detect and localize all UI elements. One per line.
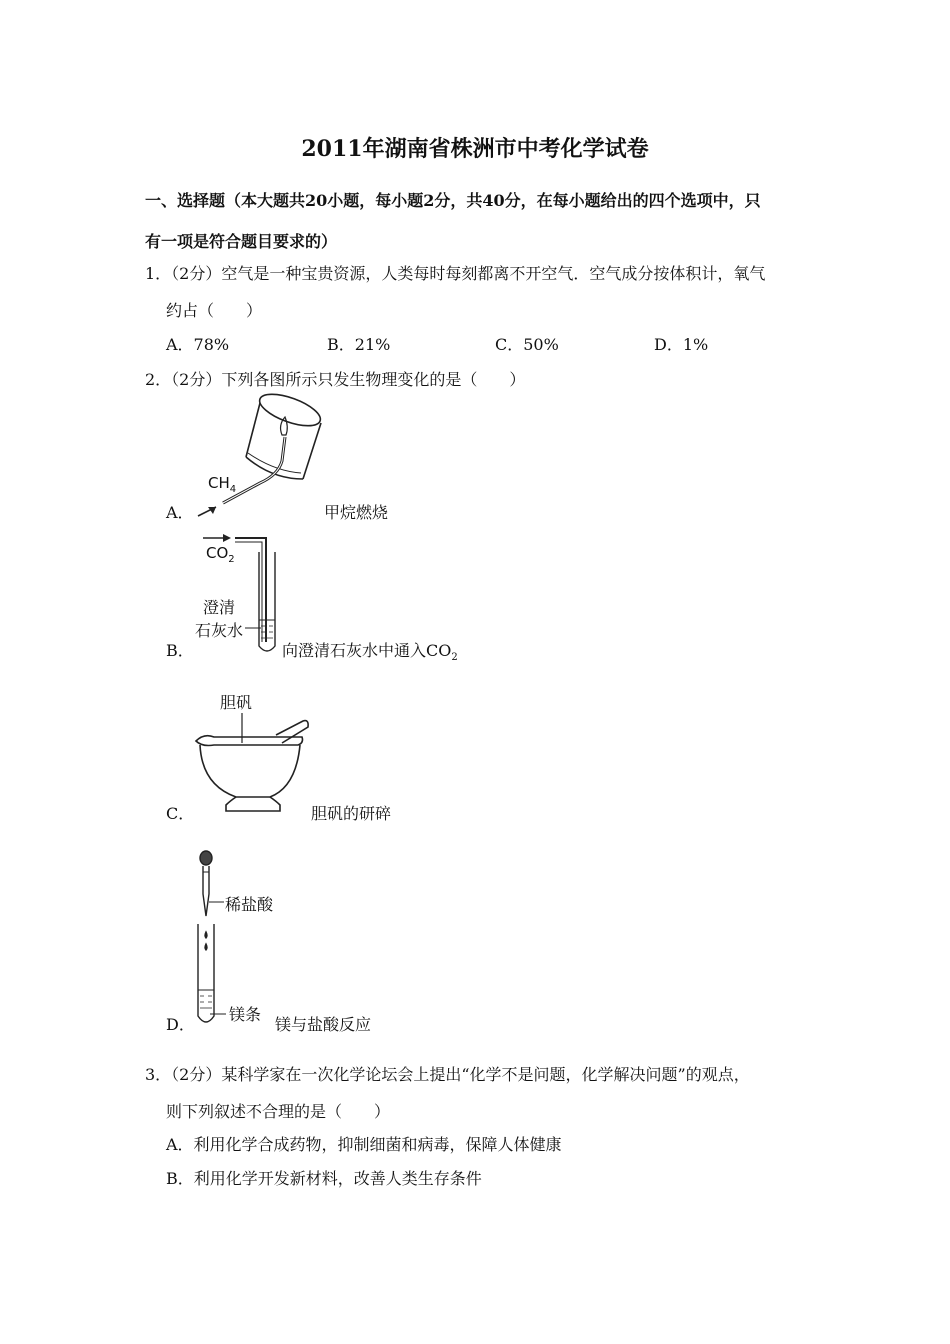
q1-option-b: B．21% (327, 335, 391, 354)
co2-text: CO (206, 544, 229, 562)
section-heading-line1: 一、选择题（本大题共20小题，每小题2分，共40分，在每小题给出的四个选项中，只 (145, 191, 761, 210)
q1-option-d: D．1% (654, 335, 709, 354)
methane-burning-figure (190, 395, 330, 520)
q3-option-a: A．利用化学合成药物，抑制细菌和病毒，保障人体健康 (166, 1135, 562, 1154)
q1-option-a: A．78% (166, 335, 230, 354)
q2-option-d-letter: D． (166, 1015, 195, 1034)
magnesium-strip-label: 镁条 (229, 1005, 262, 1024)
chalcanthite-label: 胆矾 (220, 693, 253, 712)
q3-option-b: B．利用化学开发新材料，改善人类生存条件 (166, 1169, 482, 1188)
mortar-pestle-figure (190, 705, 315, 820)
q2-option-b-caption-subscript: 2 (451, 652, 458, 664)
q1-stem-line2: 约占（ ） (166, 301, 263, 320)
limewater-label-2: 石灰水 (195, 621, 244, 640)
co2-label (206, 544, 235, 565)
ch4-label (208, 474, 236, 495)
ch4-subscript: 4 (229, 484, 237, 495)
limewater-label-1: 澄清 (203, 598, 236, 617)
co2-subscript: 2 (228, 554, 235, 565)
q1-stem-line1: 1．（2分）空气是一种宝贵资源，人类每时每刻都离不开空气．空气成分按体积计，氧气 (145, 264, 766, 283)
q3-stem-line2: 则下列叙述不合理的是（ ） (166, 1102, 391, 1121)
q2-option-a-letter: A． (166, 503, 194, 522)
q2-option-a-caption: 甲烷燃烧 (324, 503, 389, 522)
q2-option-c-caption: 胆矾的研碎 (311, 804, 392, 823)
section-heading-line2: 有一项是符合题目要求的） (145, 232, 338, 251)
q2-option-b-caption (282, 638, 458, 663)
dilute-hcl-label: 稀盐酸 (225, 895, 274, 914)
q1-option-c: C．50% (495, 335, 559, 354)
q2-stem: 2．（2分）下列各图所示只发生物理变化的是（ ） (145, 370, 526, 389)
q2-option-b-caption-text: 向澄清石灰水中通入CO (282, 641, 452, 660)
page-title: 2011年湖南省株洲市中考化学试卷 (301, 136, 649, 162)
q2-option-d-caption: 镁与盐酸反应 (275, 1015, 372, 1034)
q3-stem-line1: 3．（2分）某科学家在一次化学论坛会上提出“化学不是问题，化学解决问题”的观点， (145, 1065, 750, 1084)
ch4-text: CH (208, 474, 230, 492)
q2-option-c-letter: C． (166, 804, 195, 823)
q2-option-b-letter: B． (166, 641, 194, 660)
